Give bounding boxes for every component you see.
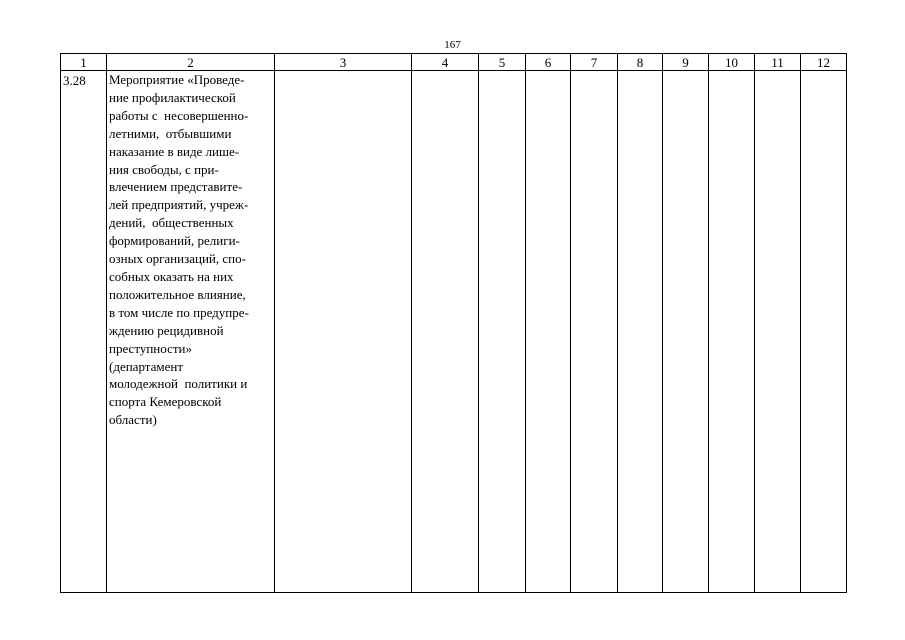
empty-cell — [801, 71, 847, 593]
column-header: 5 — [479, 54, 526, 71]
empty-cell — [709, 71, 755, 593]
description-line: работы с несовершенно- — [109, 107, 249, 123]
description-line: ния свободы, с при- — [109, 161, 219, 177]
empty-cell — [479, 71, 526, 593]
description-line: (департамент — [109, 358, 184, 374]
column-header: 1 — [61, 54, 107, 71]
empty-cell — [755, 71, 801, 593]
description-line: лей предприятий, учреж- — [109, 197, 249, 213]
empty-cell — [663, 71, 709, 593]
description-line: преступности» — [109, 340, 192, 356]
column-header: 6 — [526, 54, 571, 71]
column-header: 7 — [571, 54, 618, 71]
description-line: спорта Кемеровской — [109, 394, 222, 410]
row-number: 3.28 — [63, 73, 86, 88]
column-header: 3 — [275, 54, 412, 71]
table-row — [61, 71, 847, 593]
column-header: 8 — [618, 54, 663, 71]
empty-cell — [571, 71, 618, 593]
row-number-cell — [61, 71, 107, 593]
data-table — [60, 53, 847, 593]
description-line: формирований, религи- — [109, 233, 240, 249]
table-header-row — [61, 54, 847, 71]
description-line: влечением представите- — [109, 179, 243, 195]
empty-cell — [412, 71, 479, 593]
description-line: ждению рецидивной — [109, 322, 224, 338]
description-line: летними, отбывшими — [109, 125, 232, 141]
description-line: озных организаций, спо- — [109, 251, 246, 267]
description-line: Мероприятие «Проведе- — [109, 72, 245, 87]
empty-cell — [526, 71, 571, 593]
description-line: в том числе по предупре- — [109, 304, 249, 320]
column-header: 11 — [755, 54, 801, 71]
description-line: наказание в виде лише- — [109, 143, 240, 159]
row-description-cell — [107, 71, 275, 593]
column-header: 4 — [412, 54, 479, 71]
column-header: 2 — [107, 54, 275, 71]
description-line: молодежной политики и — [109, 376, 248, 392]
empty-cell — [618, 71, 663, 593]
description-line: ние профилактической — [109, 89, 236, 105]
description-line: дений, общественных — [109, 215, 234, 231]
column-header: 12 — [801, 54, 847, 71]
page-number: 167 — [444, 39, 461, 51]
description-line: положительное влияние, — [109, 286, 246, 302]
column-header: 9 — [663, 54, 709, 71]
column-header: 10 — [709, 54, 755, 71]
description-line: собных оказать на них — [109, 268, 234, 284]
description-line: области) — [109, 412, 157, 428]
empty-cell — [275, 71, 412, 593]
